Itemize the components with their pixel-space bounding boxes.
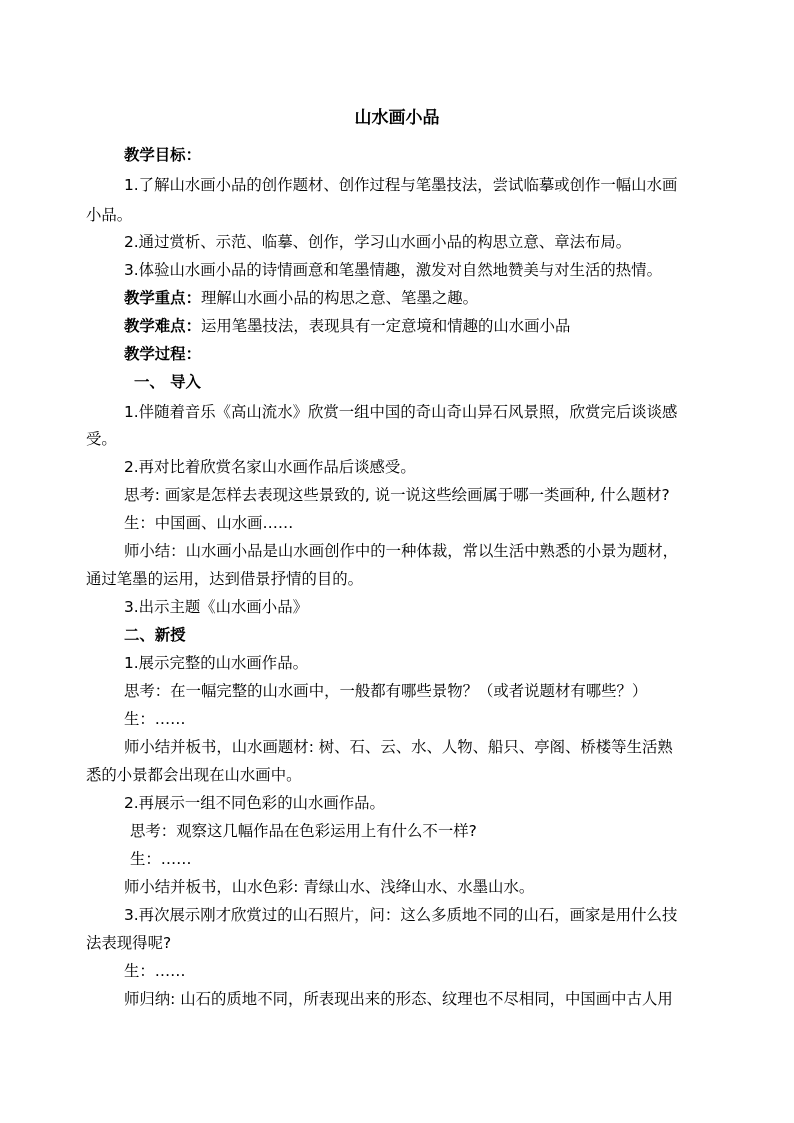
text-line: 师小结并板书，山水色彩: 青绿山水、浅绛山水、水墨山水。 <box>124 878 535 896</box>
section-text: 运用笔墨技法，表现具有一定意境和情趣的山水画小品 <box>200 317 571 335</box>
text-line: 教学目标： <box>124 146 201 164</box>
text-line: 生：…… <box>124 710 186 728</box>
text-line: 思考: 画家是怎样去表现这些景致的, 说一说这些绘画属于哪一类画种, 什么题材? <box>124 486 670 504</box>
text-line: 3.体验山水画小品的诗情画意和笔墨情趣，激发对自然地赞美与对生活的热情。 <box>124 261 662 279</box>
text-line: 2.通过赏析、示范、临摹、创作，学习山水画小品的构思立意、章法布局。 <box>124 233 632 251</box>
document-title: 山水画小品 <box>354 108 440 128</box>
text-line: 生：…… <box>130 850 192 868</box>
text-line: 小品。 <box>86 206 133 224</box>
text-line: 二、新授 <box>124 626 186 644</box>
text-line: 师小结并板书，山水画题材: 树、石、云、水、人物、船只、亭阁、桥楼等生活熟 <box>124 738 673 756</box>
text-line: 思考：观察这几幅作品在色彩运用上有什么不一样? <box>130 822 477 840</box>
section-text: 理解山水画小品的构思之意、笔墨之趣。 <box>200 289 479 307</box>
text-line: 悉的小景都会出现在山水画中。 <box>86 766 302 784</box>
section-label: 教学难点： <box>124 317 201 335</box>
section-label: 教学重点： <box>124 289 201 307</box>
text-line: 法表现得呢? <box>86 934 172 952</box>
text-line <box>124 315 570 337</box>
text-line: 3.出示主题《山水画小品》 <box>124 598 308 616</box>
text-line: 思考：在一幅完整的山水画中，一般都有哪些景物？（或者说题材有哪些？） <box>124 682 648 700</box>
text-line: 通过笔墨的运用，达到借景抒情的目的。 <box>86 570 364 588</box>
text-line: 2.再对比着欣赏名家山水画作品后谈感受。 <box>124 458 416 476</box>
text-line: 师归纳: 山石的质地不同，所表现出来的形态、纹理也不尽相同，中国画中古人用 <box>124 990 673 1008</box>
text-line: 3.再次展示刚才欣赏过的山石照片，问：这么多质地不同的山石，画家是用什么技 <box>124 906 678 924</box>
text-line: 生：中国画、山水画…… <box>124 514 294 532</box>
text-line: 1.展示完整的山水画作品。 <box>124 654 308 672</box>
text-line: 受。 <box>86 430 117 448</box>
text-line <box>124 287 478 309</box>
text-line: 2.再展示一组不同色彩的山水画作品。 <box>124 794 385 812</box>
text-line: 1.了解山水画小品的创作题材、创作过程与笔墨技法，尝试临摹或创作一幅山水画 <box>124 176 678 194</box>
text-line: 一、 导入 <box>134 373 201 391</box>
text-line: 生：…… <box>124 962 186 980</box>
text-line: 1.伴随着音乐《高山流水》欣赏一组中国的奇山奇山异石风景照，欣赏完后谈谈感 <box>124 403 678 421</box>
text-line: 师小结：山水画小品是山水画创作中的一种体裁，常以生活中熟悉的小景为题材， <box>124 542 679 560</box>
text-line: 教学过程： <box>124 345 201 363</box>
